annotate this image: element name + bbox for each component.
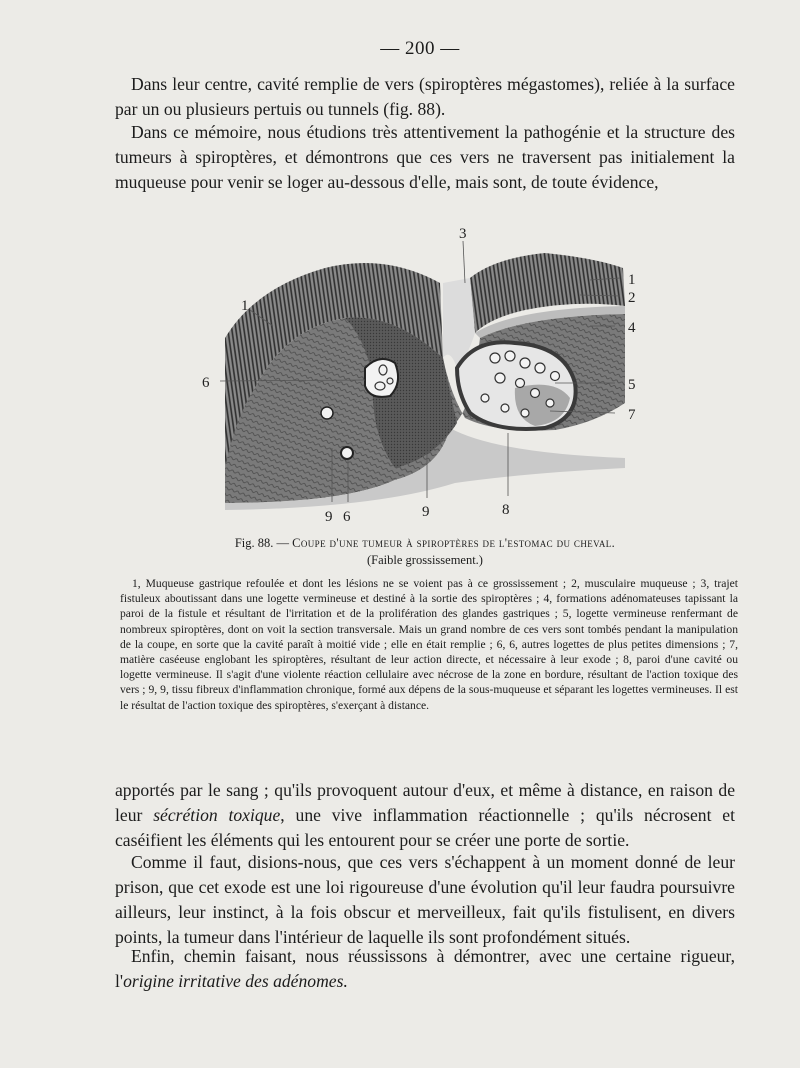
paragraph-4-text: Comme il faut, disions-nous, que ces vers s'échappent à un moment donné de leur prison, que cet exode est une loi rigoureuse d'une évolution qu'il leur faudra poursuivre ailleurs, leur instinct, à la fois obscur et merveilleux, fait qu'ils fistulisent, en divers points, la tumeur dans l'intérieur de laquelle ils sont profondément situés. bbox=[115, 852, 735, 947]
label-5: 5 bbox=[628, 377, 636, 393]
page-number: — 200 — bbox=[380, 38, 460, 59]
label-7: 7 bbox=[628, 407, 636, 423]
paragraph-3-text-b: , une vive inflammation réactionnelle ; qu'ils nécrosent et caséifient les éléments qui les entourent pour se créer une porte de sortie. bbox=[115, 805, 735, 850]
paragraph-5-text-a: Enfin, chemin faisant, nous réussissons à démontrer, avec une certaine rigueur, l' bbox=[115, 946, 735, 991]
paragraph-2 bbox=[115, 120, 735, 195]
figure-caption-title: Coupe d'une tumeur à spiroptères de l'estomac du cheval. bbox=[292, 536, 616, 550]
worm-cavity-6-small bbox=[321, 407, 333, 419]
paragraph-5-emphasis: origine irritative des adénomes. bbox=[123, 971, 348, 991]
label-6-bottom: 6 bbox=[343, 509, 351, 525]
paragraph-3-emphasis: sécrétion toxique bbox=[153, 805, 281, 825]
histology-section-illustration bbox=[195, 218, 665, 528]
label-1-left: 1 bbox=[241, 298, 249, 314]
label-8: 8 bbox=[502, 502, 510, 518]
paragraph-3-text-a: apportés par le sang ; qu'ils provoquent autour d'eux, et même à distance, en raison de leur bbox=[115, 780, 735, 825]
paragraph-1-text: Dans leur centre, cavité remplie de vers (spiroptères mégastomes), reliée à la surface par un ou plusieurs pertuis ou tunnels (fig. 88). bbox=[115, 74, 735, 119]
figure-legend: 1, Muqueuse gastrique refoulée et dont les lésions ne se voient pas à ce grossissement ; 2, musculaire muqueuse ; 3, trajet fistuleux aboutissant dans une logette vermineuse et destiné à la sortie des spiroptères ; 4, formations adénomateuses tapissant la paroi de la fistule et résultant de l'irritation et de la prolifération des glandes gastriques ; 5, logette vermineuse renfermant de nombreux spiroptères, dont on voit la section transversale. Mais un grand nombre de ces vers sont tombés pendant la manipulation de la coupe, en sorte que la cavité paraît à moitié vide ; elle en était remplie ; 6, 6, autres logettes de plus petites dimensions ; 7, matière caséeuse englobant les spiroptères, résultant de leur action directe, et nécessaire à leur exode ; 8, paroi d'une cavité ou logette vermineuse. Il s'agit d'une violente réaction cellulaire avec nécrose de la zone en bordure, résultant de l'action toxique des vers ; 9, 9, tissu fibreux d'inflammation chronique, formé aux dépens de la sous-muqueuse et séparant les logettes vermineuses. Il est le résultat de l'action toxique des spiroptères, s'exerçant à distance. bbox=[120, 577, 738, 712]
figure-88 bbox=[195, 218, 665, 528]
label-9-a: 9 bbox=[325, 509, 333, 525]
paragraph-1 bbox=[115, 72, 735, 122]
label-4: 4 bbox=[628, 320, 636, 336]
label-1-right: 1 bbox=[628, 272, 636, 288]
label-9-b: 9 bbox=[422, 504, 430, 520]
paragraph-2-text: Dans ce mémoire, nous étudions très attentivement la pathogénie et la structure des tumeurs à spiroptères, et démontrons que ces vers ne traversent pas initialement la muqueuse pour venir se loger au-dessous d'elle, mais sont, de toute évidence, bbox=[115, 122, 735, 192]
label-2: 2 bbox=[628, 290, 636, 306]
worm-cavity-6-bottom bbox=[341, 447, 353, 459]
figure-caption-prefix: Fig. 88. — bbox=[234, 536, 293, 550]
label-6-left: 6 bbox=[202, 375, 210, 391]
label-3: 3 bbox=[459, 226, 467, 242]
paragraph-3 bbox=[115, 778, 735, 853]
figure-subcaption: (Faible grossissement.) bbox=[367, 553, 483, 567]
paragraph-5 bbox=[115, 944, 735, 994]
paragraph-4 bbox=[115, 850, 735, 950]
figure-caption bbox=[115, 535, 735, 552]
